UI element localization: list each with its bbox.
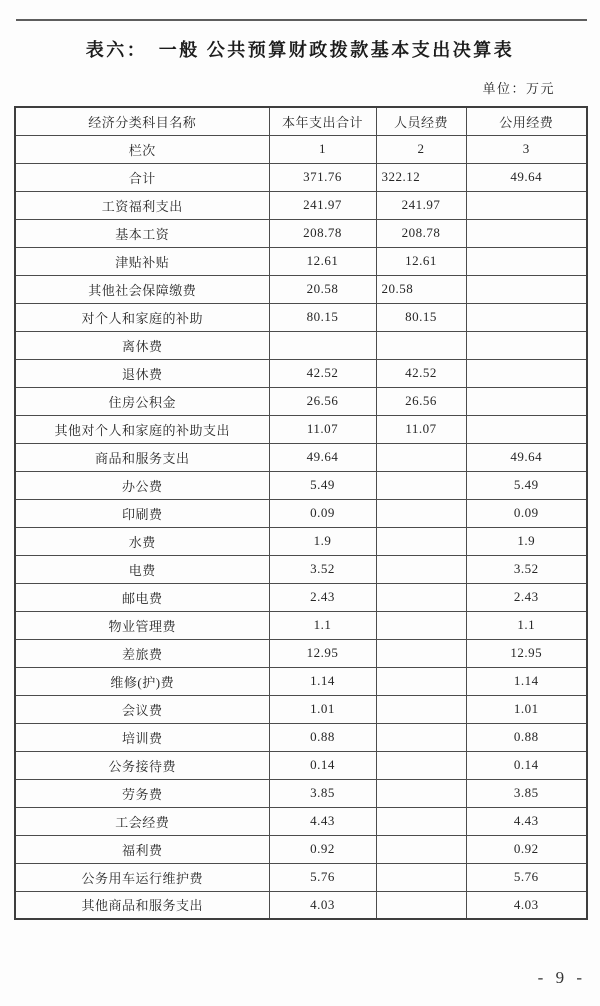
value-cell: 0.88 bbox=[466, 723, 587, 751]
value-cell: 5.49 bbox=[466, 471, 587, 499]
value-cell bbox=[376, 583, 466, 611]
page-number: - 9 - bbox=[537, 968, 586, 987]
category-cell: 邮电费 bbox=[15, 583, 269, 611]
category-cell: 工资福利支出 bbox=[15, 191, 269, 219]
value-cell bbox=[269, 331, 376, 359]
value-cell: 12.95 bbox=[269, 639, 376, 667]
value-cell: 3.85 bbox=[269, 779, 376, 807]
value-cell: 80.15 bbox=[376, 303, 466, 331]
category-cell: 公务接待费 bbox=[15, 751, 269, 779]
value-cell: 2.43 bbox=[269, 583, 376, 611]
value-cell: 241.97 bbox=[376, 191, 466, 219]
category-cell: 基本工资 bbox=[15, 219, 269, 247]
expenditure-table bbox=[14, 106, 588, 920]
value-cell bbox=[376, 891, 466, 919]
table-row bbox=[15, 359, 587, 387]
table-row bbox=[15, 471, 587, 499]
table-header-cell: 经济分类科目名称 bbox=[15, 107, 269, 135]
value-cell: 20.58 bbox=[269, 275, 376, 303]
value-cell bbox=[376, 443, 466, 471]
table-row bbox=[15, 331, 587, 359]
category-cell: 劳务费 bbox=[15, 779, 269, 807]
value-cell bbox=[376, 499, 466, 527]
category-cell: 栏次 bbox=[15, 135, 269, 163]
value-cell: 1.9 bbox=[269, 527, 376, 555]
category-cell: 其他社会保障缴费 bbox=[15, 275, 269, 303]
table-row bbox=[15, 527, 587, 555]
category-cell: 公务用车运行维护费 bbox=[15, 863, 269, 891]
value-cell bbox=[376, 555, 466, 583]
value-cell: 0.14 bbox=[269, 751, 376, 779]
value-cell: 0.09 bbox=[269, 499, 376, 527]
table-row bbox=[15, 779, 587, 807]
value-cell bbox=[466, 359, 587, 387]
value-cell: 2 bbox=[376, 135, 466, 163]
table-row bbox=[15, 555, 587, 583]
category-cell: 合计 bbox=[15, 163, 269, 191]
value-cell bbox=[376, 779, 466, 807]
category-cell: 离休费 bbox=[15, 331, 269, 359]
category-cell: 退休费 bbox=[15, 359, 269, 387]
table-row bbox=[15, 667, 587, 695]
value-cell bbox=[376, 863, 466, 891]
category-cell: 水费 bbox=[15, 527, 269, 555]
value-cell: 26.56 bbox=[269, 387, 376, 415]
value-cell: 5.49 bbox=[269, 471, 376, 499]
table-row bbox=[15, 303, 587, 331]
value-cell bbox=[376, 331, 466, 359]
value-cell: 3 bbox=[466, 135, 587, 163]
value-cell: 4.03 bbox=[466, 891, 587, 919]
value-cell: 1 bbox=[269, 135, 376, 163]
value-cell: 12.61 bbox=[269, 247, 376, 275]
category-cell: 其他商品和服务支出 bbox=[15, 891, 269, 919]
value-cell: 5.76 bbox=[466, 863, 587, 891]
table-row bbox=[15, 611, 587, 639]
value-cell bbox=[376, 527, 466, 555]
category-cell: 其他对个人和家庭的补助支出 bbox=[15, 415, 269, 443]
value-cell: 49.64 bbox=[466, 163, 587, 191]
table-row bbox=[15, 443, 587, 471]
value-cell: 1.01 bbox=[466, 695, 587, 723]
value-cell: 5.76 bbox=[269, 863, 376, 891]
table-row bbox=[15, 499, 587, 527]
value-cell bbox=[376, 723, 466, 751]
value-cell: 49.64 bbox=[269, 443, 376, 471]
category-cell: 津贴补贴 bbox=[15, 247, 269, 275]
value-cell: 208.78 bbox=[376, 219, 466, 247]
value-cell: 1.14 bbox=[269, 667, 376, 695]
table-row bbox=[15, 191, 587, 219]
value-cell bbox=[376, 471, 466, 499]
category-cell: 培训费 bbox=[15, 723, 269, 751]
value-cell bbox=[376, 835, 466, 863]
value-cell: 11.07 bbox=[269, 415, 376, 443]
table-row bbox=[15, 219, 587, 247]
value-cell bbox=[466, 331, 587, 359]
category-cell: 维修(护)费 bbox=[15, 667, 269, 695]
page-title: 表六： 一般 公共预算财政拨款基本支出决算表 bbox=[85, 40, 515, 60]
value-cell: 371.76 bbox=[269, 163, 376, 191]
table-row bbox=[15, 415, 587, 443]
category-cell: 电费 bbox=[15, 555, 269, 583]
table-row bbox=[15, 695, 587, 723]
table-row bbox=[15, 275, 587, 303]
value-cell: 1.9 bbox=[466, 527, 587, 555]
table-row bbox=[15, 863, 587, 891]
value-cell bbox=[466, 415, 587, 443]
table-header-cell: 公用经费 bbox=[466, 107, 587, 135]
value-cell bbox=[466, 219, 587, 247]
table-row bbox=[15, 891, 587, 919]
category-cell: 物业管理费 bbox=[15, 611, 269, 639]
category-cell: 住房公积金 bbox=[15, 387, 269, 415]
table-row bbox=[15, 835, 587, 863]
category-cell: 办公费 bbox=[15, 471, 269, 499]
value-cell: 42.52 bbox=[376, 359, 466, 387]
value-cell: 3.52 bbox=[466, 555, 587, 583]
table-row bbox=[15, 639, 587, 667]
value-cell: 0.88 bbox=[269, 723, 376, 751]
value-cell: 0.09 bbox=[466, 499, 587, 527]
table-header-cell: 本年支出合计 bbox=[269, 107, 376, 135]
category-cell: 福利费 bbox=[15, 835, 269, 863]
value-cell bbox=[376, 611, 466, 639]
value-cell: 2.43 bbox=[466, 583, 587, 611]
value-cell: 20.58 bbox=[376, 275, 466, 303]
category-cell: 会议费 bbox=[15, 695, 269, 723]
value-cell bbox=[466, 387, 587, 415]
table-row bbox=[15, 751, 587, 779]
category-cell: 商品和服务支出 bbox=[15, 443, 269, 471]
value-cell: 3.85 bbox=[466, 779, 587, 807]
value-cell: 1.01 bbox=[269, 695, 376, 723]
value-cell: 208.78 bbox=[269, 219, 376, 247]
value-cell: 1.14 bbox=[466, 667, 587, 695]
value-cell: 4.03 bbox=[269, 891, 376, 919]
value-cell: 12.61 bbox=[376, 247, 466, 275]
top-rule-divider bbox=[16, 19, 587, 21]
value-cell: 1.1 bbox=[466, 611, 587, 639]
table-row bbox=[15, 723, 587, 751]
value-cell: 11.07 bbox=[376, 415, 466, 443]
value-cell: 0.14 bbox=[466, 751, 587, 779]
table-row bbox=[15, 387, 587, 415]
value-cell: 0.92 bbox=[466, 835, 587, 863]
value-cell: 42.52 bbox=[269, 359, 376, 387]
value-cell bbox=[466, 191, 587, 219]
table-row bbox=[15, 807, 587, 835]
table-row bbox=[15, 135, 587, 163]
value-cell: 80.15 bbox=[269, 303, 376, 331]
value-cell bbox=[466, 247, 587, 275]
table-body bbox=[15, 135, 587, 919]
table-row bbox=[15, 247, 587, 275]
value-cell bbox=[376, 751, 466, 779]
value-cell: 322.12 bbox=[376, 163, 466, 191]
value-cell bbox=[376, 695, 466, 723]
value-cell: 1.1 bbox=[269, 611, 376, 639]
category-cell: 对个人和家庭的补助 bbox=[15, 303, 269, 331]
value-cell bbox=[376, 667, 466, 695]
value-cell: 26.56 bbox=[376, 387, 466, 415]
value-cell bbox=[376, 807, 466, 835]
value-cell bbox=[376, 639, 466, 667]
value-cell: 49.64 bbox=[466, 443, 587, 471]
category-cell: 差旅费 bbox=[15, 639, 269, 667]
value-cell: 12.95 bbox=[466, 639, 587, 667]
value-cell bbox=[466, 275, 587, 303]
category-cell: 印刷费 bbox=[15, 499, 269, 527]
table-row bbox=[15, 583, 587, 611]
value-cell: 4.43 bbox=[269, 807, 376, 835]
unit-label: 单位：万元 bbox=[482, 81, 555, 96]
value-cell: 3.52 bbox=[269, 555, 376, 583]
table-row bbox=[15, 163, 587, 191]
value-cell: 241.97 bbox=[269, 191, 376, 219]
value-cell: 0.92 bbox=[269, 835, 376, 863]
table-header-row bbox=[15, 107, 587, 135]
table-header-cell: 人员经费 bbox=[376, 107, 466, 135]
category-cell: 工会经费 bbox=[15, 807, 269, 835]
value-cell bbox=[466, 303, 587, 331]
value-cell: 4.43 bbox=[466, 807, 587, 835]
